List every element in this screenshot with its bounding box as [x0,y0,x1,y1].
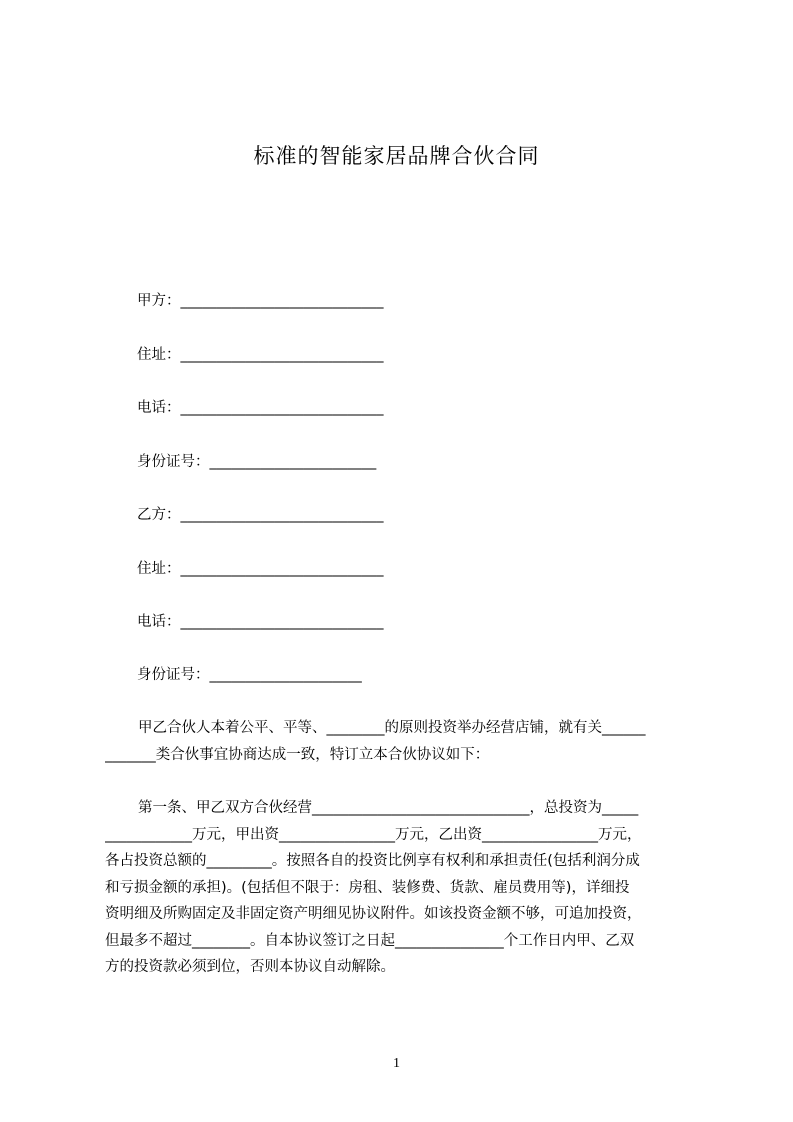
field-label: 电话： [137,400,181,416]
field-blank: _______________________ [209,454,377,470]
field-blank: ____________________________ [180,347,384,363]
field-blank: ____________________________ [180,507,384,523]
field-label: 乙方： [137,507,181,523]
paragraph-line: ____________万元，甲出资________________万元，乙出资________________万元， [105,826,642,843]
party-a-field [137,291,384,311]
field-label: 住址： [137,561,181,577]
party-b-phone-field [137,612,384,632]
party-b-id-field [137,665,362,685]
paragraph-line: 甲乙合伙人本着公平、平等、________的原则投资举办经营店铺，就有关______ [138,720,646,736]
field-label: 身份证号： [137,454,210,470]
field-blank: ____________________________ [180,293,384,309]
field-blank: ____________________________ [180,400,384,416]
paragraph-line: 各占投资总额的_________。按照各自的投资比例享有权利和承担责任(包括利润分成 [105,853,640,869]
party-b-field [137,505,384,525]
paragraph-line: 第一条、甲乙双方合伙经营______________________________，总投资为_____ [138,800,639,816]
party-a-id-field [137,452,376,472]
paragraph-line: 资明细及所购固定及非固定资产明细见协议附件。如该投资金额不够，可追加投资， [105,906,642,922]
field-label: 身份证号： [137,667,210,683]
field-label: 住址： [137,347,181,363]
page-number: 1 [393,1056,400,1071]
party-a-phone-field [137,398,384,418]
paragraph-line: 方的投资款必须到位，否则本协议自动解除。 [105,959,395,975]
field-blank: ____________________________ [180,561,384,577]
party-b-address-field [137,559,384,579]
paragraph-line: 和亏损金额的承担)。(包括但不限于：房租、装修费、货款、雇员费用等)，详细投 [105,879,630,896]
field-label: 电话： [137,614,181,630]
document-title: 标准的智能家居品牌合伙合同 [253,144,540,168]
paragraph-line: 但最多不超过________。自本协议签订之日起_______________个工作日内甲、乙双 [105,932,635,949]
paragraph-line: _______类合伙事宜协商达成一致，特订立本合伙协议如下： [105,746,490,763]
party-a-address-field [137,345,384,365]
intro-paragraph [105,715,703,768]
field-blank: _____________________ [209,667,362,683]
field-label: 甲方： [137,293,181,309]
article-1-paragraph [105,795,703,981]
field-blank: ____________________________ [180,614,384,630]
